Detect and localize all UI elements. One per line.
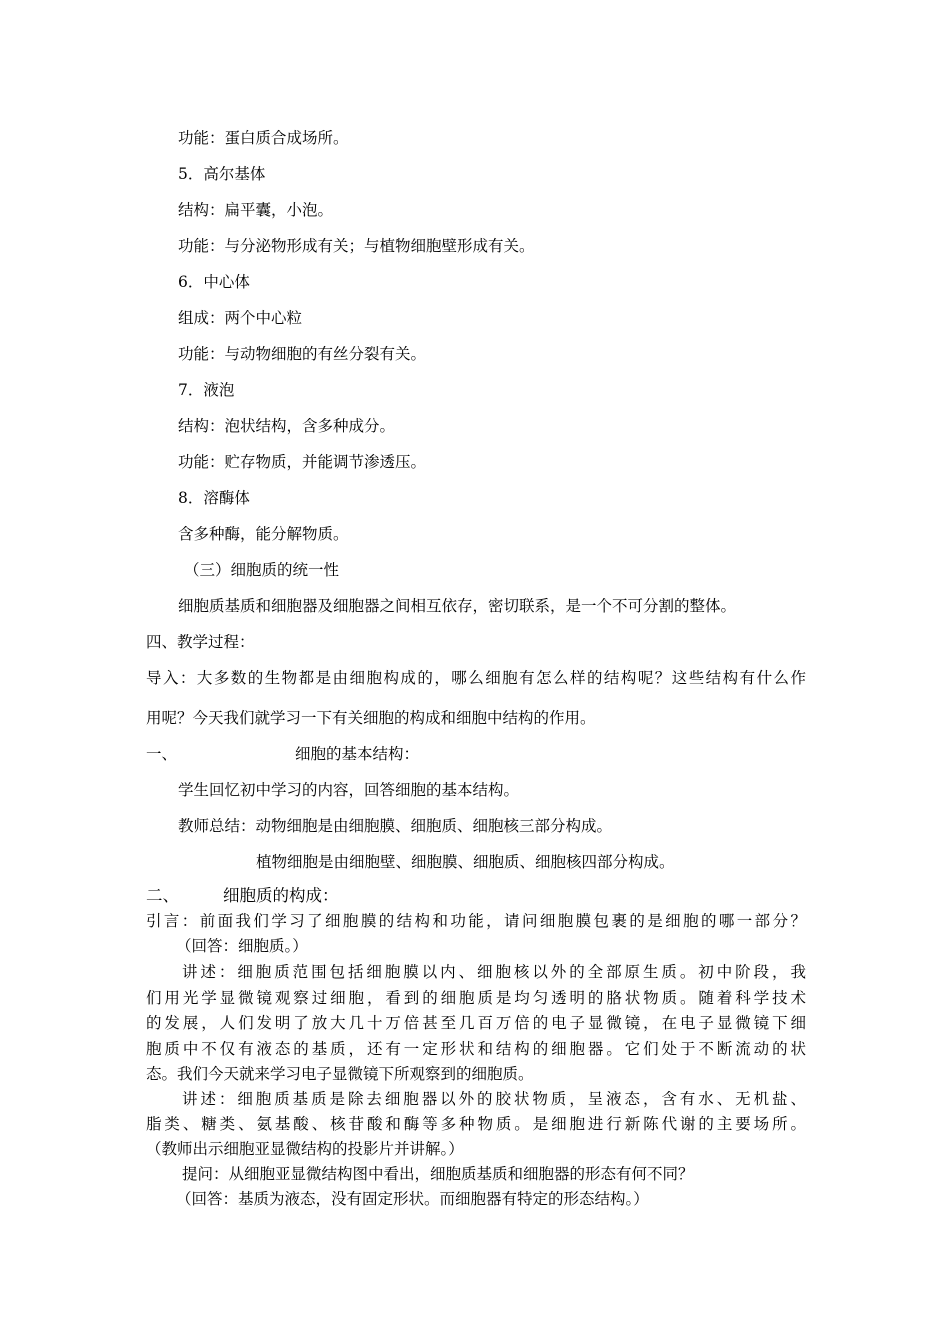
vacuole-structure: 结构：泡状结构，含多种成分。 — [178, 417, 396, 435]
unity-heading: （三）细胞质的统一性 — [184, 561, 340, 579]
part2-line: （教师出示细胞亚显微结构的投影片并讲解。） — [146, 1140, 464, 1158]
part2-line: 引言：前面我们学习了细胞膜的结构和功能，请问细胞膜包裹的是细胞的哪一部分？ — [146, 912, 806, 930]
lysosome-heading: 8．溶酶体 — [178, 489, 250, 507]
unity-text: 细胞质基质和细胞器及细胞器之间相互依存，密切联系，是一个不可分割的整体。 — [178, 597, 737, 615]
part2-line: （回答：基质为液态，没有固定形状。而细胞器有特定的形态结构。） — [176, 1190, 649, 1208]
part1-paragraph-3: 植物细胞是由细胞壁、细胞膜、细胞质、细胞核四部分构成。 — [256, 853, 675, 871]
process-intro-line-2: 用呢？今天我们就学习一下有关细胞的构成和细胞中结构的作用。 — [146, 709, 596, 727]
process-intro-line-1: 导入：大多数的生物都是由细胞构成的，哪么细胞有怎么样的结构呢？这些结构有什么作 — [146, 669, 806, 687]
part2-line: 们用光学显微镜观察过细胞，看到的细胞质是均匀透明的胳状物质。随着科学技术 — [146, 989, 806, 1007]
part2-title: 细胞质的构成： — [223, 886, 339, 905]
part2-line: 脂类、糖类、氨基酸、核苷酸和酶等多种物质。是细胞进行新陈代谢的主要场所。 — [146, 1115, 806, 1133]
centrosome-composition: 组成：两个中心粒 — [178, 309, 303, 327]
part2-line: 提问：从细胞亚显微结构图中看出，细胞质基质和细胞器的形态有何不同？ — [182, 1165, 694, 1183]
part2-line: 态。我们今天就来学习电子显微镜下所观察到的细胞质。 — [146, 1065, 534, 1083]
centrosome-heading: 6．中心体 — [178, 273, 250, 291]
part2-line: 讲述：细胞质基质是除去细胞器以外的胶状物质，呈液态，含有水、无机盐、 — [182, 1090, 806, 1108]
part1-number: 一、 — [146, 745, 178, 763]
part1-title: 细胞的基本结构： — [295, 745, 420, 763]
part2-line: 讲述：细胞质范围包括细胞膜以内、细胞核以外的全部原生质。初中阶段，我 — [182, 963, 806, 981]
part2-line: （回答：细胞质。） — [176, 937, 308, 955]
vacuole-heading: 7．液泡 — [178, 381, 235, 399]
part2-line: 胞质中不仅有液态的基质，还有一定形状和结构的细胞器。它们处于不断流动的状 — [146, 1040, 806, 1058]
part1-paragraph-2: 教师总结：动物细胞是由细胞膜、细胞质、细胞核三部分构成。 — [178, 817, 613, 835]
golgi-structure: 结构：扁平囊，小泡。 — [178, 201, 334, 219]
vacuole-function: 功能：贮存物质，并能调节渗透压。 — [178, 453, 427, 471]
part2-number: 二、 — [146, 886, 179, 905]
lysosome-description: 含多种酶，能分解物质。 — [178, 525, 349, 543]
golgi-heading: 5．高尔基体 — [178, 165, 266, 183]
process-heading: 四、教学过程： — [146, 633, 255, 651]
part1-paragraph-1: 学生回忆初中学习的内容，回答细胞的基本结构。 — [178, 781, 520, 799]
ribosome-function: 功能：蛋白质合成场所。 — [178, 129, 349, 147]
centrosome-function: 功能：与动物细胞的有丝分裂有关。 — [178, 345, 427, 363]
part2-heading — [146, 886, 339, 906]
golgi-function: 功能：与分泌物形成有关；与植物细胞壁形成有关。 — [178, 237, 535, 255]
part1-heading — [146, 744, 419, 764]
part2-line: 的发展，人们发明了放大几十万倍甚至几百万倍的电子显微镜，在电子显微镜下细 — [146, 1014, 806, 1032]
